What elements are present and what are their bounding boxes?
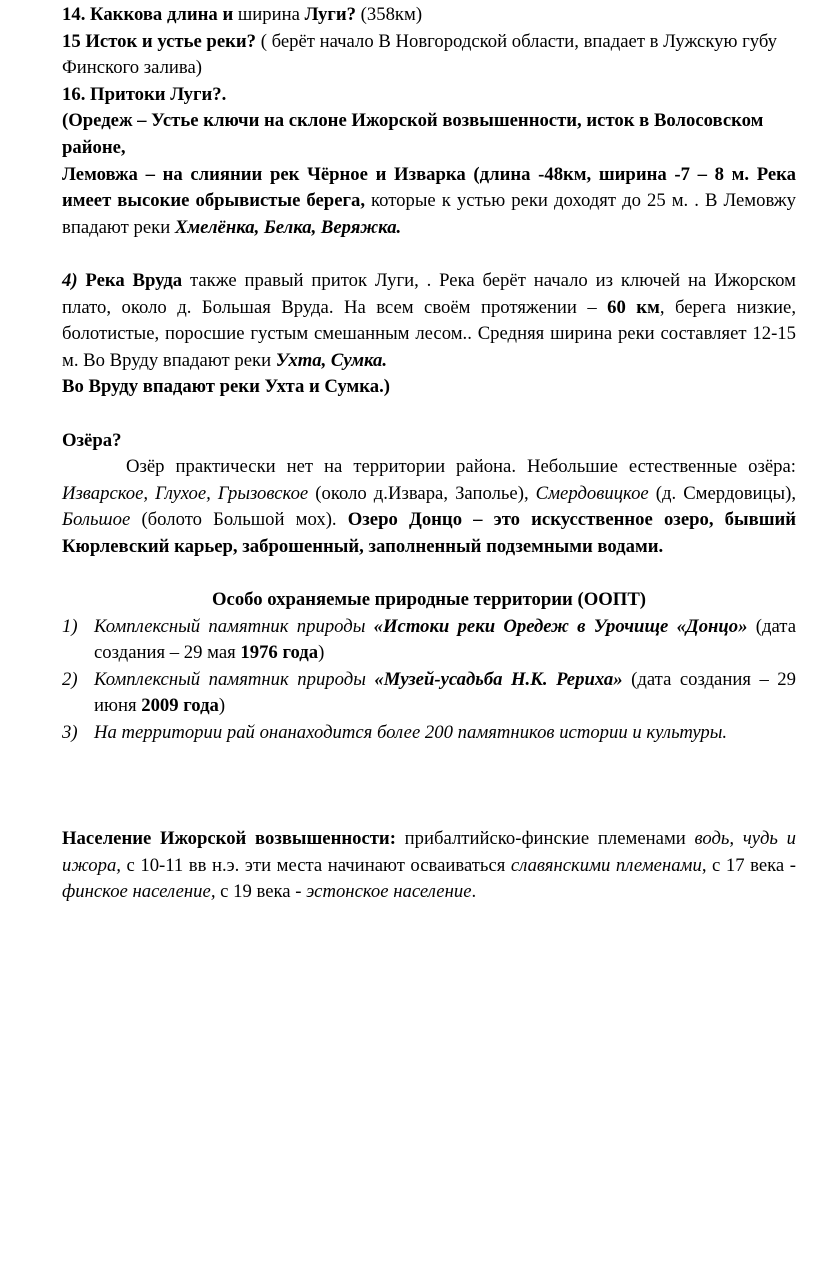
spacer	[62, 560, 796, 587]
vruda-paragraph: 4) Река Вруда также правый приток Луги, . Река берёт начало из ключей на Ижорском плато, около д. Большая Вруда. На всем своём протяжении – 60 км, берега низкие, болотистые, поросшие густым смешанным лесом.. Средняя ширина реки составляет 12-15 м. Во Вруду впадают реки Ухта, Сумка.	[62, 269, 796, 371]
spacer	[62, 401, 796, 428]
spacer	[62, 241, 796, 268]
spacer	[62, 747, 796, 800]
question-16: 16. Притоки Луги?.	[62, 83, 227, 105]
question-14: 14. Каккова длина и ширина Луги? (358км)	[62, 4, 423, 25]
oopt-heading: Особо охраняемые природные территории (ООПТ)	[211, 589, 647, 611]
lakes-paragraph: Озёр практически нет на территории района. Небольшие естественные озёра: Изварское, Глухое, Грызовское (около д.Извара, Заполье), Смердовицкое (д. Смердовицы), Большое (болото Большой мох). Озеро Донцо – это искусственное озеро, бывший Кюрлевский карьер, заброшенный, заполненный подземными водами.	[62, 456, 797, 557]
spacer	[62, 800, 796, 827]
question-15: 15 Исток и устье реки? ( берёт начало В Новгородской области, впадает в Лужскую губу Финского залива)	[62, 30, 778, 79]
lakes-heading: Озёра?	[62, 429, 122, 451]
list-item: 3) На территории рай онанаходится более 200 памятников истории и культуры.	[62, 722, 728, 744]
vruda-summary: Во Вруду впадают реки Ухта и Сумка.)	[62, 376, 391, 398]
oopt-list	[62, 614, 796, 747]
list-item: 1) Комплексный памятник природы «Истоки реки Оредеж в Урочище «Донцо» (дата создания – 29 мая 1976 года)	[62, 615, 796, 664]
lemovzha-paragraph: Лемовжа – на слиянии рек Чёрное и Изварка (длина -48км, ширина -7 – 8 м. Река имеет высокие обрывистые берега, которые к устью реки доходят до 25 м. . В Лемовжу впадают реки Хмелёнка, Белка, Веряжка.	[62, 163, 796, 238]
list-item: 2) Комплексный памятник природы «Музей-усадьба Н.К. Рериха» (дата создания – 29 июня 2009 года)	[62, 668, 796, 717]
population-paragraph: Население Ижорской возвышенности: прибалтийско-финские племенами водь, чудь и ижора, с 10-11 вв н.э. эти места начинают осваиваться славянскими племенами, с 17 века - финское население, с 19 века - эстонское население.	[62, 828, 796, 903]
oredezh-paragraph: (Оредеж – Устье ключи на склоне Ижорской возвышенности, исток в Волосовском районе,	[62, 110, 764, 158]
